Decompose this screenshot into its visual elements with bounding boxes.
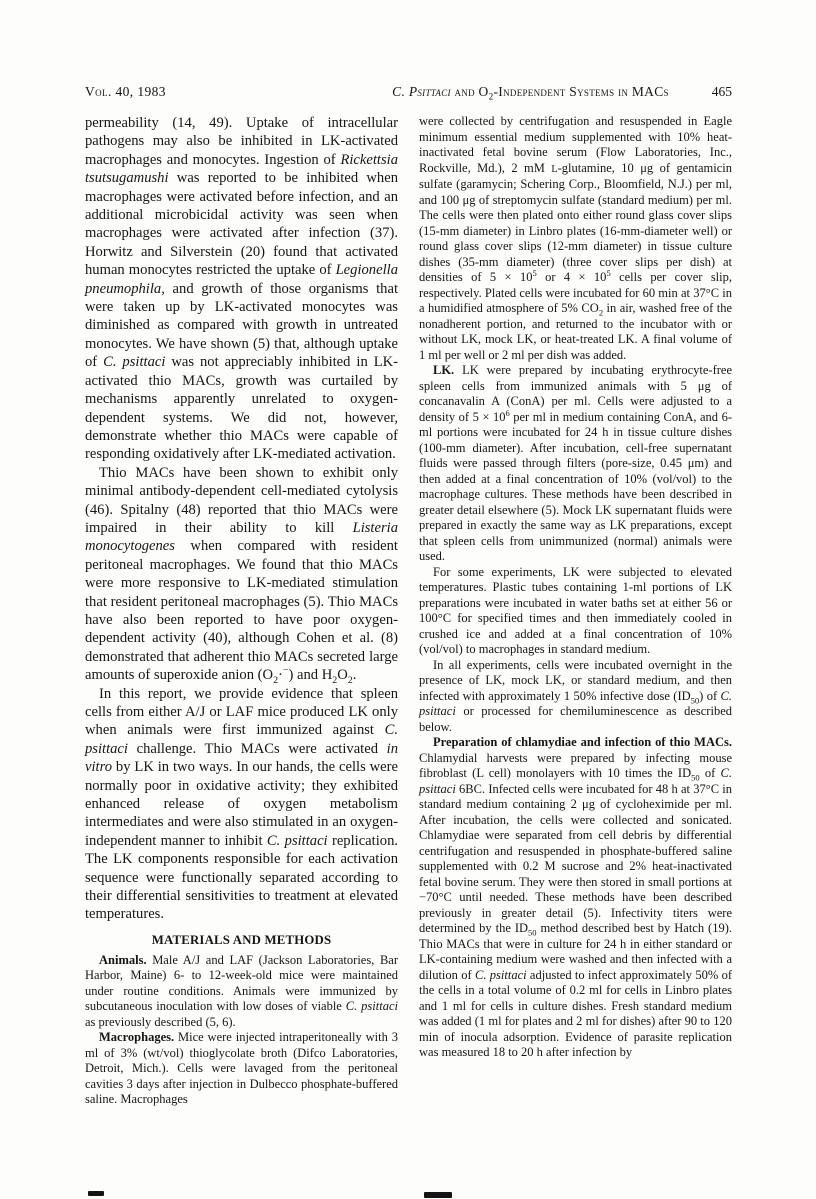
paragraph: LK. LK were prepared by incubating erythrocyte-free spleen cells from immunized animals with 5 μg of concanavalin A (ConA) per ml. Cells were adjusted to a density of $5 \times 10^6$ per ml in medium containing ConA, and 6-ml portions were incubated for 24 h in tissue culture dishes (100-mm diameter). After incubation, cell-free supernatant fluids were passed through filters (pore-size, 0.45 μm) and then added at a final concentration of 10% (vol/vol) to the macrophage cultures. These methods have been described in greater detail elsewhere (5). Mock LK supernatant fluids were prepared in exactly the same way as LK preparations, except that spleen cells from unimmunized (normal) animals were used.: [419, 363, 733, 563]
page-header: [85, 84, 732, 102]
section-heading: MATERIALS AND METHODS: [151, 932, 332, 947]
page-number: 465: [711, 84, 732, 99]
paragraph: Thio MACs have been shown to exhibit only minimal antibody-dependent cell-mediated cytolysis (46). Spitalny (48) reported that thio MACs were impaired in their ability to kill Listeria monocytogenes when compared with resident peritoneal macrophages. We found that thio MACs were more responsive to LK-mediated stimulation that resident peritoneal macrophages (5). Thio MACs have also been reported to have poor oxygen-dependent activity (40), although Cohen et al. (8) demonstrated that adherent thio MACs secreted large amounts of superoxide anion $(O_2\cdot^-)$ and $H_2O_2$.: [85, 464, 398, 687]
scan-artifact: [424, 1192, 452, 1198]
running-title: C. Psittaci and $O_2$-Independent Systems in MACs: [392, 84, 669, 102]
volume-issue-label: Vol. 40, 1983: [85, 84, 166, 99]
paragraph: In this report, we provide evidence that spleen cells from either A/J or LAF mice produced LK only when animals were first immunized against C. psittaci challenge. Thio MACs were activated in vitro by LK in two ways. In our hands, the cells were normally poor in oxidative activity; they exhibited enhanced release of oxygen metabolism intermediates and were also stimulated in an oxygen-independent manner to inhibit C. psittaci replication. The LK components responsible for each activation sequence were functionally separated according to their differential sensitivities to treatment at elevated temperatures.: [85, 685, 399, 923]
right-column: [419, 114, 732, 1108]
paragraph: Macrophages. Mice were injected intraperitoneally with 3 ml of 3% (wt/vol) thioglycolate broth (Difco Laboratories, Detroit, Mich.). Cells were lavaged from the peritoneal cavities 3 days after injection in Dulbecco phosphate-buffered saline. Macrophages: [85, 1030, 398, 1107]
left-column: [85, 114, 398, 1108]
paragraph: Preparation of chlamydiae and infection of thio MACs. Chlamydial harvests were prepared by infecting mouse fibroblast (L cell) monolayers with 10 times the $ID_{50}$ of C. psittaci 6BC. Infected cells were incubated for 48 h at 37°C in standard medium containing 2 μg of cycloheximide per ml. After incubation, the cells were collected and sonicated. Chlamydiae were separated from cell debris by differential centrifugation and resuspended in phosphate-buffered saline supplemented with 0.2 M sucrose and 2% heat-inactivated fetal bovine serum. They were then stored in small portions at −70°C until needed. These methods have been described previously in greater detail (5). Infectivity titers were determined by the $ID_{50}$ method described best by Hatch (19). Thio MACs that were in culture for 24 h in either standard or LK-containing medium were washed and then infected with a dilution of C. psittaci adjusted to infect approximately 50% of the cells in a total volume of 0.2 ml for cells in Linbro plates and 1 ml for cells in culture dishes. Fresh standard medium was added (1 ml for plates and 2 ml for dishes) after 90 to 120 min of inocula adsorption. Evidence of parasite replication was measured 18 to 20 h after infection by: [419, 735, 732, 1059]
scan-artifact: [88, 1191, 104, 1196]
paragraph: In all experiments, cells were incubated overnight in the presence of LK, mock LK, or standard medium, and then infected with approximately 1 50% infective dose $(ID_{50})$ of C. psittaci or processed for chemiluminescence as described below.: [419, 657, 733, 734]
paragraph: For some experiments, LK were subjected to elevated temperatures. Plastic tubes containing 1-ml portions of LK preparations were incubated in water baths set at either 56 or 100°C for specified times and then immediately cooled in crushed ice and added at a final concentration of 10% (vol/vol) to macrophages in standard medium.: [419, 564, 732, 656]
paragraph: Animals. Male A/J and LAF (Jackson Laboratories, Bar Harbor, Maine) 6- to 12-week-old mice were maintained under routine conditions. Animals were immunized by subcutaneous inoculation with low doses of viable C. psittaci as previously described (5, 6).: [85, 952, 398, 1029]
paragraph: were collected by centrifugation and resuspended in Eagle minimum essential medium supplemented with 10% heat-inactivated fetal bovine serum (Flow Laboratories, Inc., Rockville, Md.), 2 mM L-glutamine, 10 μg of gentamicin sulfate (garamycin; Schering Corp., Bloomfield, N.J.) per ml, and 100 μg of streptomycin sulfate (standard medium) per ml. The cells were then plated onto either round glass cover slips (15-mm diameter) in Linbro plates (16-mm-diameter well) or round glass cover slips (12-mm diameter) in tissue culture dishes (35-mm diameter) (three cover slips per dish) at densities of $5 \times 10^5$ or $4 \times 10^5$ cells per cover slip, respectively. Plated cells were incubated for 60 min at 37°C in a humidified atmosphere of 5% $CO_2$ in air, washed free of the nonadherent portion, and returned to the incubator with or without LK, mock LK, or heat-treated LK. A final volume of 1 ml per well or 2 ml per dish was added.: [419, 114, 732, 362]
two-column-layout: [85, 114, 732, 1108]
paragraph: permeability (14, 49). Uptake of intracellular pathogens may also be inhibited in LK-activated macrophages and monocytes. Ingestion of Rickettsia tsutsugamushi was reported to be inhibited when macrophages were activated before infection, and an additional microbicidal activity was seen when macrophages were activated after infection (37). Horwitz and Silverstein (20) found that activated human monocytes restricted the uptake of Legionella pneumophila, and growth of those organisms that were taken up by LK-activated monocytes was diminished as compared with growth in untreated monocytes. We have shown (5) that, although uptake of C. psittaci was not appreciably inhibited in LK-activated thio MACs, growth was curtailed by mechanisms apparently unrelated to oxygen-dependent systems. We did not, however, demonstrate whether thio MACs were capable of responding oxidatively after LK-mediated activation.: [85, 115, 399, 463]
